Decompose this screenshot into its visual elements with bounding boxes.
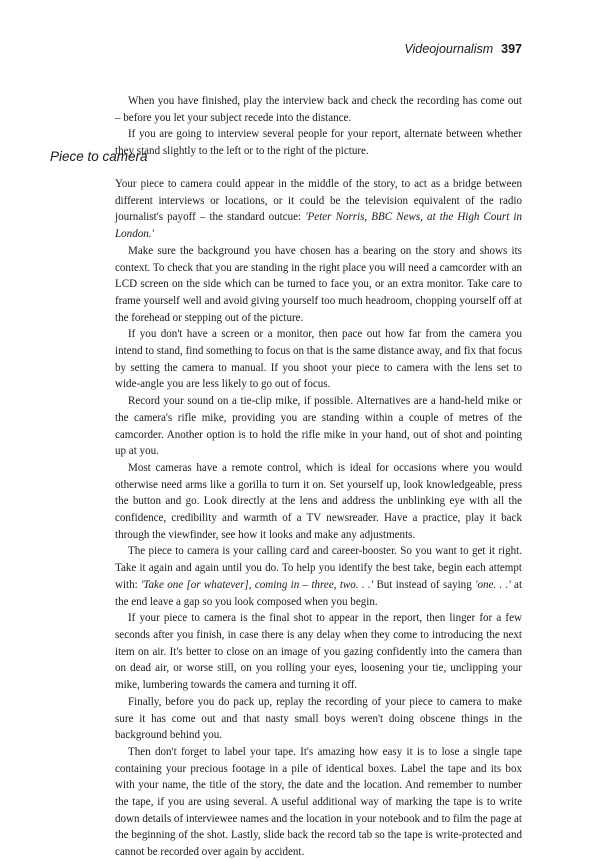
paragraph-7: If your piece to camera is the final shot to appear in the report, then linger for a few seconds after you finish, in case there is any delay when they come to introducing the next item on air. It's better to close on an image of you gazing confidently into the camera than on dead air, or worse still, on you rolling your eyes, loosening your tie, unclipping your mike, lumbering towards the camera and turning it off.	[115, 612, 522, 692]
paragraph-9: Then don't forget to label your tape. It's amazing how easy it is to lose a single tape containing your precious footage in a pile of identical boxes. Label the tape and its box with your name, the title of the story, the date and the location. And remember to number the tape, if you are using several. A useful additional way of marking the tape is to write down details of interviewee names and the location in your notebook and to film the page at the beginning of the shot. Lastly, slide back the record tab so the tape is write-protected and cannot be recorded over again by accident.	[115, 745, 522, 859]
paragraph-6-text-c: at the end leave a gap so you look composed when you begin.	[115, 578, 523, 608]
intro-text	[115, 93, 522, 160]
running-title: Videojournalism	[404, 42, 494, 56]
paragraph-2: Make sure the background you have chosen has a bearing on the story and shows its context. To check that you are standing in the right place you will need a camcorder with an LCD screen on the side which can be turned to face you, or an extra monitor. Take care to frame yourself well and avoid giving yourself too much headroom, chopping yourself off at the forehead or stepping out of the picture.	[115, 244, 522, 324]
paragraph-6-quote-1: 'Take one [or whatever], coming in – three, two. . .'	[141, 578, 374, 591]
paragraph-5: Most cameras have a remote control, which is ideal for occasions where you would otherwise need arms like a gorilla to turn it on. Set yourself up, look knowledgeable, press the button and go. Look directly at the lens and address the unblinking eye with all the confidence, credibility and warmth of a TV newsreader. Have a practice, play it back through the viewfinder, see how it looks and make any adjustments.	[115, 461, 522, 541]
paragraph-8: Finally, before you do pack up, replay the recording of your piece to camera to make sure it has come out and that nasty small boys weren't doing obscene things in the background behind you.	[115, 695, 522, 742]
paragraph-1-quote: 'Peter Norris, BBC News, at the High Court in London.'	[115, 211, 522, 241]
paragraph-6-text-a: The piece to camera is your calling card and career-booster. So you want to get it right. Take it again and again until you do. To help you identify the best take, begin each attempt with:	[115, 545, 522, 591]
intro-paragraph-2: If you are going to interview several people for your report, alternate between whether they stand slightly to the left or to the right of the picture.	[115, 128, 522, 158]
paragraph-1-text: Your piece to camera could appear in the middle of the story, to act as a bridge between different interviews or locations, or it could be the television equivalent of the radio journalist's payoff – the standard outcue:	[115, 178, 522, 224]
section-body	[115, 176, 522, 861]
intro-paragraph-1: When you have finished, play the interview back and check the recording has come out – before you let your subject recede into the distance.	[115, 95, 522, 124]
paragraph-4: Record your sound on a tie-clip mike, if possible. Alternatives are a hand-held mike or the camera's rifle mike, providing you are standing within a couple of metres of the camcorder. Another option is to hold the rifle mike in your hand, out of shot and pointing up at you.	[115, 395, 522, 458]
paragraph-3: If you don't have a screen or a monitor, then pace out how far from the camera you intend to stand, find something to focus on that is the same distance away, and fix that focus by setting the camera to manual. If you shoot your piece to camera with the lens set to wide-angle you are less likely to go out of focus.	[115, 328, 523, 391]
section-heading: Piece to camera	[50, 149, 148, 164]
paragraph-6-text-b: But instead of saying	[373, 578, 476, 591]
page-number: 397	[501, 42, 522, 56]
paragraph-6	[115, 543, 522, 610]
paragraph-6-quote-2: 'one. . .'	[475, 578, 511, 591]
running-head	[404, 42, 522, 56]
paragraph-1	[115, 176, 522, 243]
